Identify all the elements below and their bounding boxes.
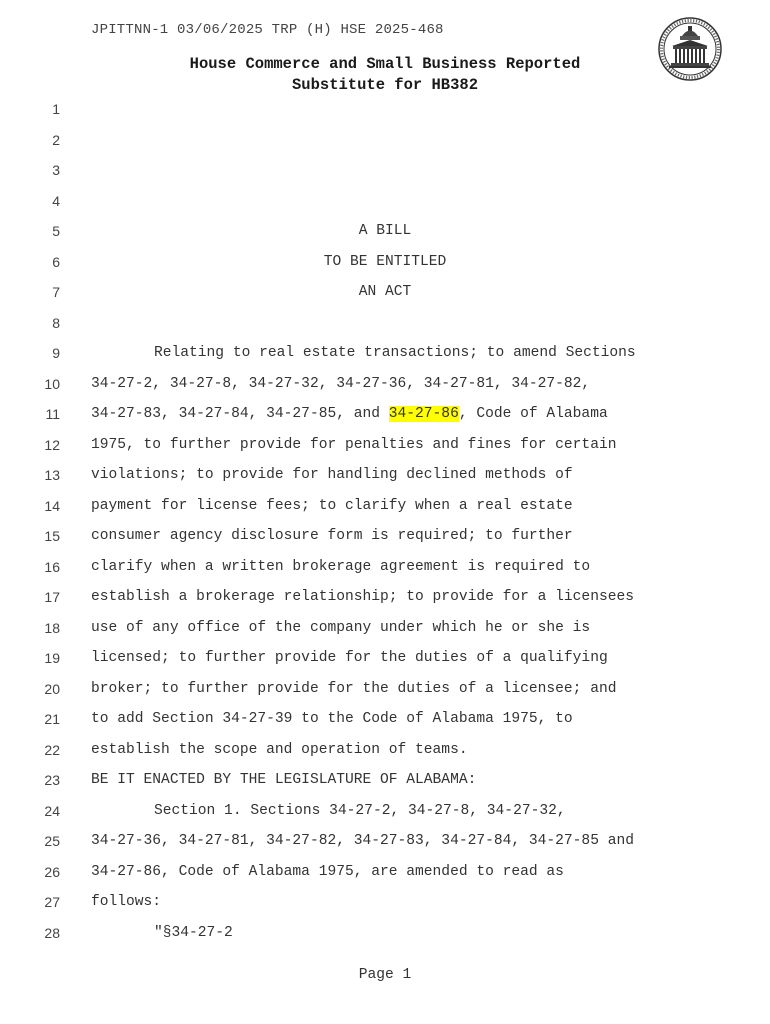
bill-heading: A BILL <box>358 223 412 239</box>
line-text: "§34-27-2 <box>154 924 233 941</box>
line-text: consumer agency disclosure form is required; to further <box>91 528 573 544</box>
line-number: 2 <box>52 131 60 148</box>
line-number: 18 <box>44 619 60 636</box>
line-text: 34-27-36, 34-27-81, 34-27-82, 34-27-83, 34-27-84, 34-27-85 and <box>91 833 634 849</box>
line-number: 20 <box>44 680 60 697</box>
text-line <box>0 643 770 674</box>
bill-title <box>100 54 670 96</box>
text-line <box>0 94 770 125</box>
text-line <box>0 857 770 888</box>
bill-heading: AN ACT <box>358 284 412 300</box>
text-line <box>0 918 770 949</box>
line-text: payment for license fees; to clarify when a real estate <box>91 497 573 514</box>
line-text: establish a brokerage relationship; to provide for a licensees <box>91 589 634 605</box>
line-text: BE IT ENACTED BY THE LEGISLATURE OF ALABAMA: <box>91 772 477 788</box>
bill-heading: TO BE ENTITLED <box>323 253 447 270</box>
line-text: broker; to further provide for the duties of a licensee; and <box>91 680 617 697</box>
text-line <box>0 491 770 522</box>
line-number: 6 <box>52 253 60 270</box>
text-line <box>0 125 770 156</box>
text-line <box>0 674 770 705</box>
text-line <box>0 430 770 461</box>
text-line <box>0 704 770 735</box>
line-number: 13 <box>44 467 60 483</box>
text-line <box>0 155 770 186</box>
line-number: 15 <box>44 528 60 544</box>
text-line <box>0 247 770 278</box>
text-line <box>0 338 770 369</box>
text-line <box>0 216 770 247</box>
line-text: clarify when a written brokerage agreement is required to <box>91 558 591 575</box>
line-text: 34-27-2, 34-27-8, 34-27-32, 34-27-36, 34-27-81, 34-27-82, <box>91 375 591 392</box>
line-text: to add Section 34-27-39 to the Code of Alabama 1975, to <box>91 711 573 727</box>
line-number: 17 <box>44 589 60 605</box>
line-number: 10 <box>44 375 60 392</box>
line-text: use of any office of the company under which he or she is <box>91 619 591 636</box>
text-line <box>0 521 770 552</box>
text-line <box>0 887 770 918</box>
line-text-after: , Code of Alabama <box>458 406 608 422</box>
line-number: 19 <box>44 650 60 666</box>
line-number: 22 <box>44 741 60 758</box>
line-number: 23 <box>44 772 60 788</box>
line-number: 7 <box>52 284 60 300</box>
document-header-id: JPITTNN-1 03/06/2025 TRP (H) HSE 2025-468 <box>91 22 444 38</box>
line-number: 11 <box>45 406 60 422</box>
line-number: 3 <box>52 162 60 178</box>
line-number: 14 <box>44 497 60 514</box>
line-number: 24 <box>44 802 60 819</box>
line-number: 5 <box>52 223 60 239</box>
line-text-before: 34-27-83, 34-27-84, 34-27-85, and <box>91 406 389 422</box>
line-text: Section 1. Sections 34-27-2, 34-27-8, 34-27-32, <box>154 802 566 819</box>
text-line <box>0 765 770 796</box>
line-number: 4 <box>52 192 60 209</box>
line-text: follows: <box>91 894 162 910</box>
text-line <box>0 460 770 491</box>
line-text: violations; to provide for handling declined methods of <box>91 467 573 483</box>
text-line <box>0 826 770 857</box>
bill-title-line-1: House Commerce and Small Business Reported <box>189 55 581 73</box>
line-text: 34-27-86, Code of Alabama 1975, are amended to read as <box>91 863 564 880</box>
page-number: Page 1 <box>358 967 412 983</box>
text-line <box>0 582 770 613</box>
highlighted-section-ref: 34-27-86 <box>388 406 459 422</box>
line-number: 28 <box>44 924 60 941</box>
line-text: licensed; to further provide for the duties of a qualifying <box>91 650 608 666</box>
line-number: 1 <box>52 101 60 117</box>
line-number: 27 <box>44 894 60 910</box>
line-number: 21 <box>44 711 60 727</box>
text-line <box>0 552 770 583</box>
text-line <box>0 308 770 339</box>
text-line <box>0 613 770 644</box>
line-number: 16 <box>44 558 60 575</box>
text-line <box>0 735 770 766</box>
line-text: 1975, to further provide for penalties and fines for certain <box>91 436 617 453</box>
text-line <box>0 186 770 217</box>
text-line <box>0 399 770 430</box>
line-number: 25 <box>44 833 60 849</box>
line-text: establish the scope and operation of teams. <box>91 741 468 758</box>
bill-title-line-2: Substitute for HB382 <box>291 76 479 94</box>
line-number: 8 <box>52 314 60 331</box>
line-number: 9 <box>52 345 60 361</box>
line-number: 12 <box>44 436 60 453</box>
text-line <box>0 277 770 308</box>
text-line <box>0 369 770 400</box>
text-line <box>0 796 770 827</box>
line-text <box>91 399 608 430</box>
line-text: Relating to real estate transactions; to amend Sections <box>154 345 636 361</box>
numbered-text-body <box>0 94 770 948</box>
line-number: 26 <box>44 863 60 880</box>
